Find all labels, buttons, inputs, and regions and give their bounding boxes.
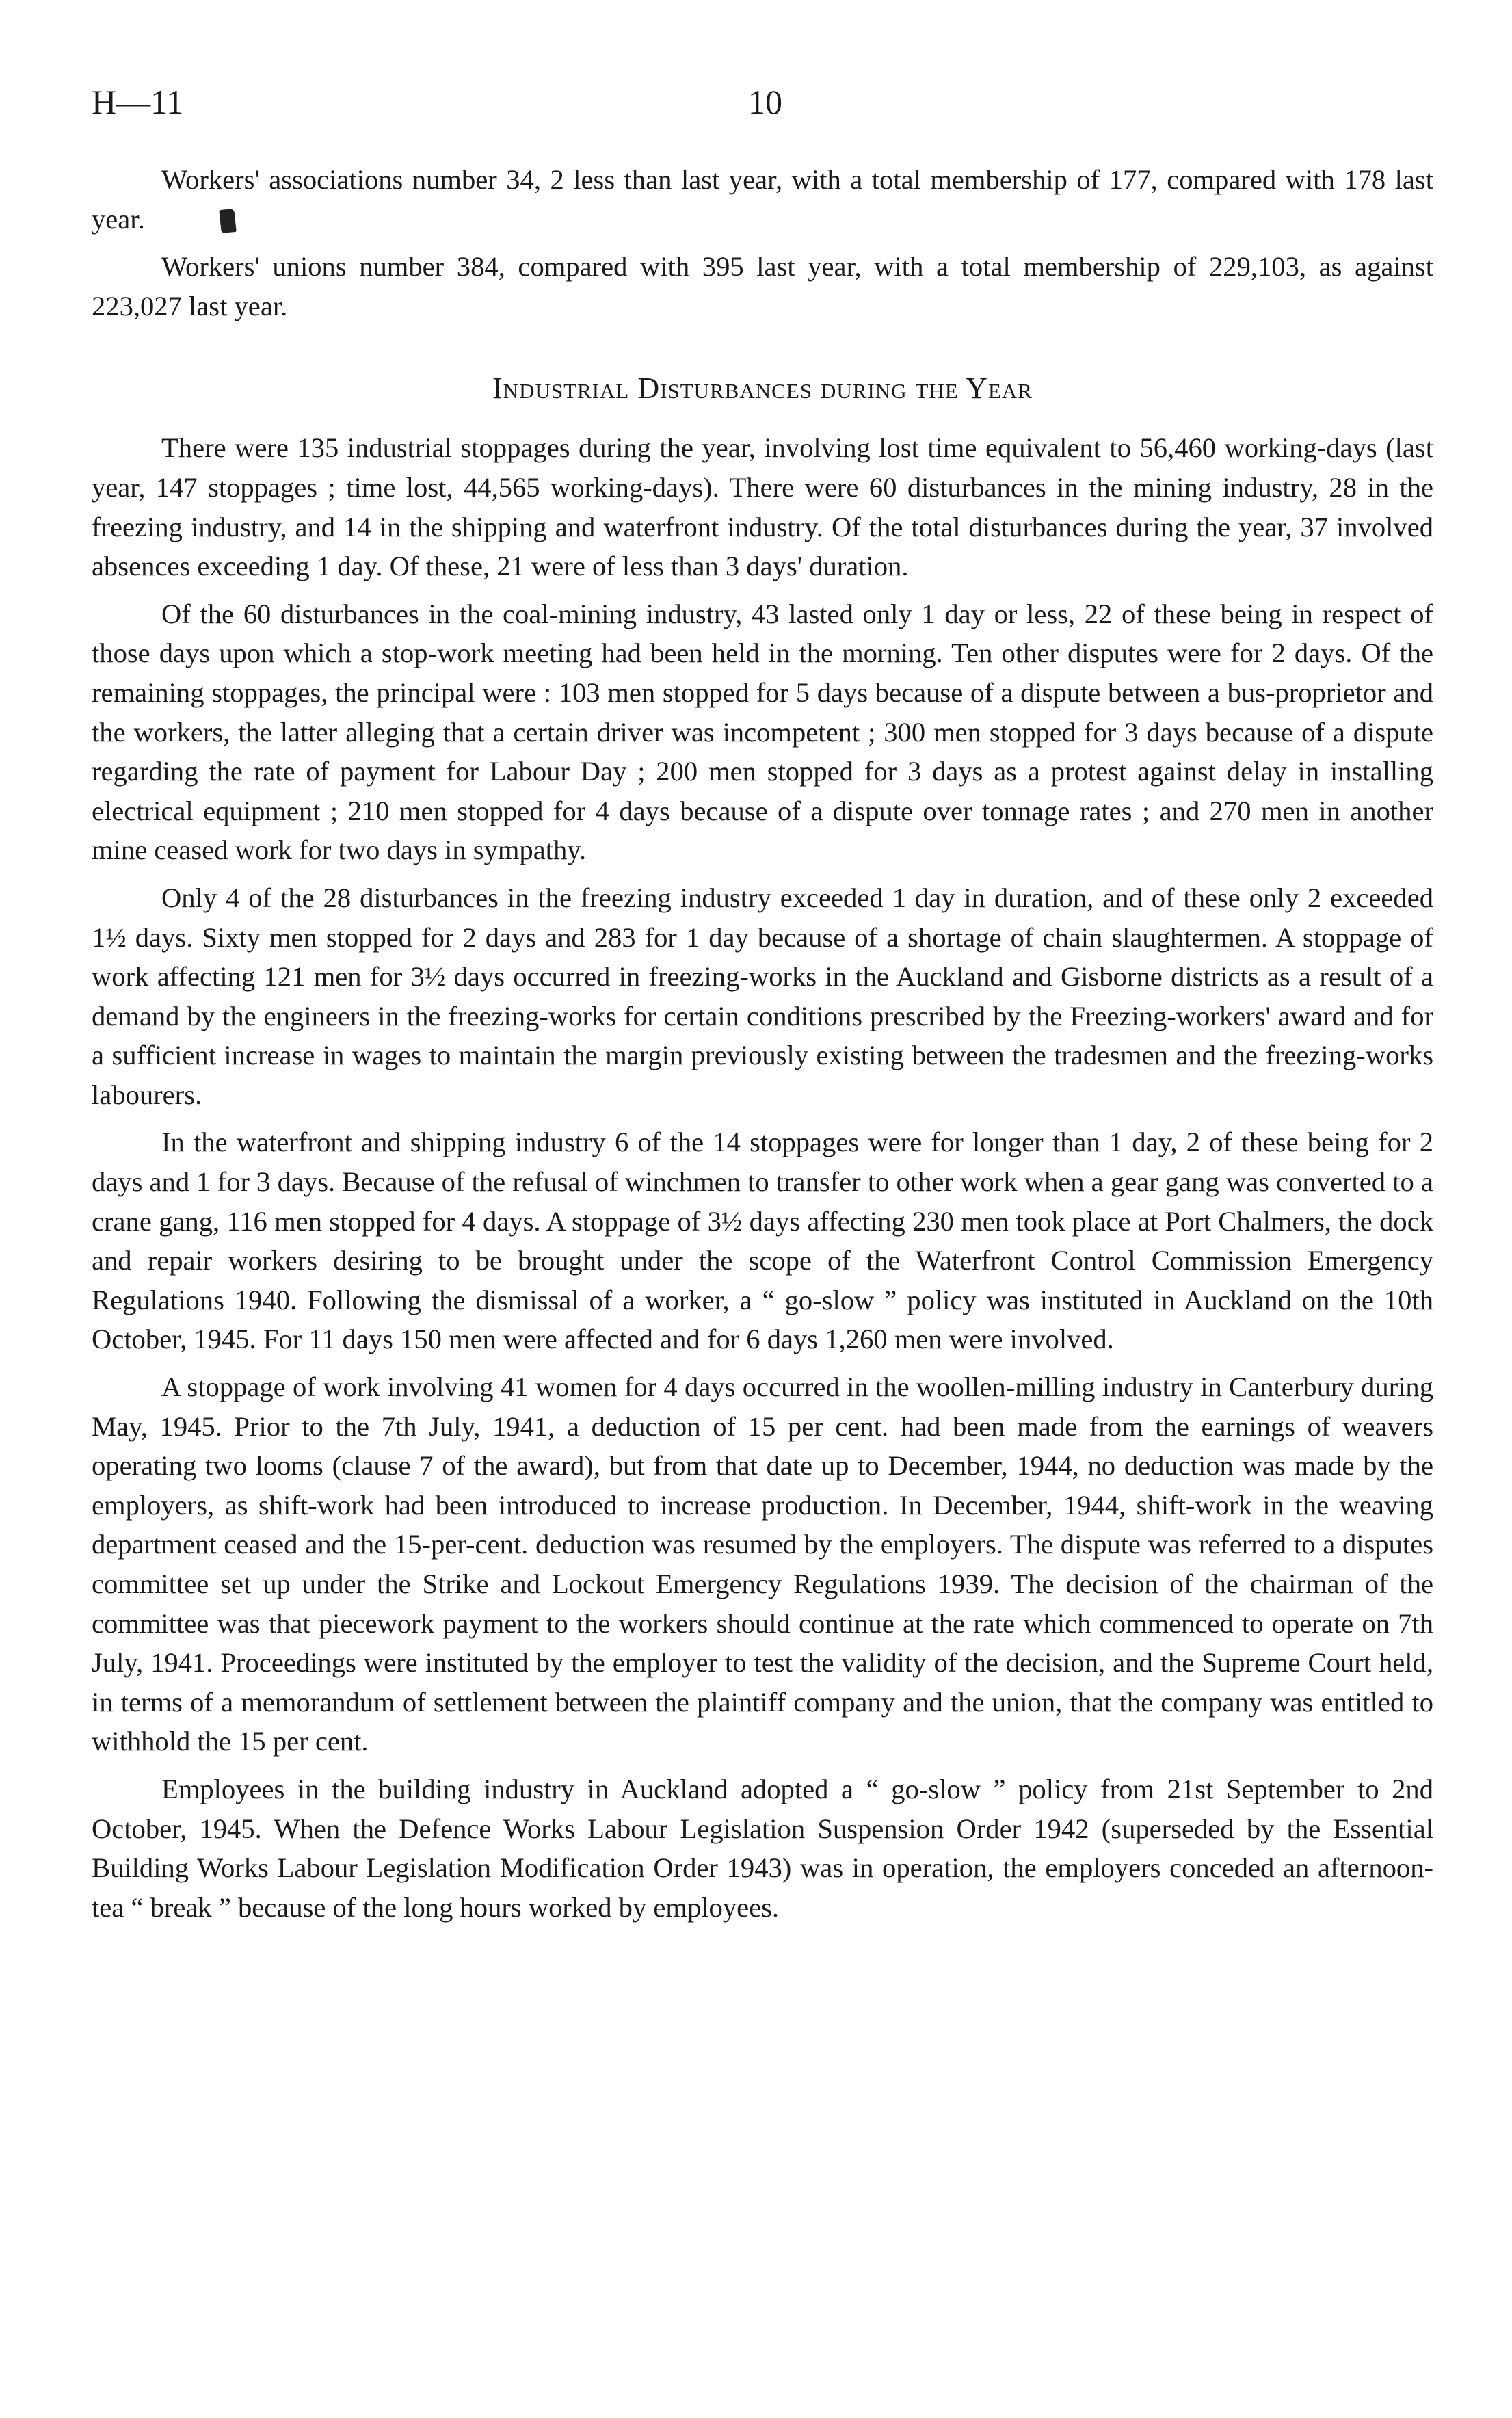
page-number: 10 <box>748 83 782 121</box>
paragraph-building-industry: Employees in the building industry in Auckland adopted a “ go-slow ” policy from 21st September to 2nd October, 1945. When the Defence Works Labour Legislation Suspension Order 1942 (superseded by the Essential Building Works Labour Legislation Modification Order 1943) was in operation, the employers conceded an afternoon-tea “ break ” because of the long hours worked by employees. <box>92 1773 1433 1923</box>
paragraph-woollen-milling: A stoppage of work involving 41 women for 4 days occurred in the woollen-milling industry in Canterbury during May, 1945. Prior to the 7th July, 1941, a deduction of 15 per cent. had been made from the earnings of weavers operating two looms (clause 7 of the award), but from that date up to December, 1944, no deduction was made by the employers, as shift-work had been introduced to increase production. In December, 1944, shift-work in the weaving department ceased and the 15-per-cent. deduction was resumed by the employers. The dispute was referred to a disputes committee set up under the Strike and Lockout Emergency Regulations 1939. The decision of the chairman of the committee was that piecework payment to the workers should continue at the rate which commenced to operate on 7th July, 1941. Proceedings were instituted by the employer to test the validity of the decision, and the Supreme Court held, in terms of a memorandum of settlement between the plaintiff company and the union, that the company was entitled to withhold the 15 per cent. <box>92 1371 1433 1757</box>
ink-blot-mark <box>219 209 236 233</box>
paragraph-workers-associations <box>92 160 1433 239</box>
paragraph-workers-unions: Workers' unions number 384, compared with 395 last year, with a total membership of 229,103, as against 223,027 last year. <box>92 251 1433 321</box>
document-reference: H—11 <box>92 83 184 121</box>
paragraph-coal-mining: Of the 60 disturbances in the coal-mining industry, 43 lasted only 1 day or less, 22 of these being in respect of those days upon which a stop-work meeting had been held in the morning. Ten other disputes were for 2 days. Of the remaining stoppages, the principal were : 103 men stopped for 5 days because of a dispute between a bus-proprietor and the workers, the latter alleging that a certain driver was incompetent ; 300 men stopped for 3 days because of a dispute regarding the rate of payment for Labour Day ; 200 men stopped for 3 days as a protest against delay in installing electrical equipment ; 210 men stopped for 4 days because of a dispute over tonnage rates ; and 270 men in another mine ceased work for two days in sympathy. <box>92 598 1433 866</box>
page-header <box>92 82 1480 130</box>
paragraph-waterfront-shipping: In the waterfront and shipping industry 6 of the 14 stoppages were for longer than 1 day, 2 of these being for 2 days and 1 for 3 days. Because of the refusal of winchmen to transfer to other work when a gear gang was converted to a crane gang, 116 men stopped for 4 days. A stoppage of 3½ days affecting 230 men took place at Port Chalmers, the dock and repair workers desiring to be brought under the scope of the Waterfront Control Commission Emergency Regulations 1940. Following the dismissal of a worker, a “ go-slow ” policy was instituted in Auckland on the 10th October, 1945. For 11 days 150 men were affected and for 6 days 1,260 men were involved. <box>92 1127 1433 1355</box>
paragraph-text: Workers' associations number 34, 2 less than last year, with a total membership of 177, compared with 178 last year. <box>92 164 1433 235</box>
section-heading: Industrial Disturbances during the Year <box>492 371 1033 406</box>
paragraph-freezing-industry: Only 4 of the 28 disturbances in the freezing industry exceeded 1 day in duration, and of these only 2 exceeded 1½ days. Sixty men stopped for 2 days and 283 for 1 day because of a shortage of chain slaughtermen. A stoppage of work affecting 121 men for 3½ days occurred in freezing-works in the Auckland and Gisborne districts as a result of a demand by the engineers in the freezing-works for certain conditions prescribed by the Freezing-workers' award and for a sufficient increase in wages to maintain the margin previously existing between the tradesmen and the freezing-works labourers. <box>92 882 1433 1110</box>
paragraph-stoppages-summary: There were 135 industrial stoppages during the year, involving lost time equivalent to 56,460 working-days (last year, 147 stoppages ; time lost, 44,565 working-days). There were 60 disturbances in the mining industry, 28 in the freezing industry, and 14 in the shipping and waterfront industry. Of the total disturbances during the year, 37 involved absences exceeding 1 day. Of these, 21 were of less than 3 days' duration. <box>92 432 1433 582</box>
body-text <box>92 160 1433 1935</box>
